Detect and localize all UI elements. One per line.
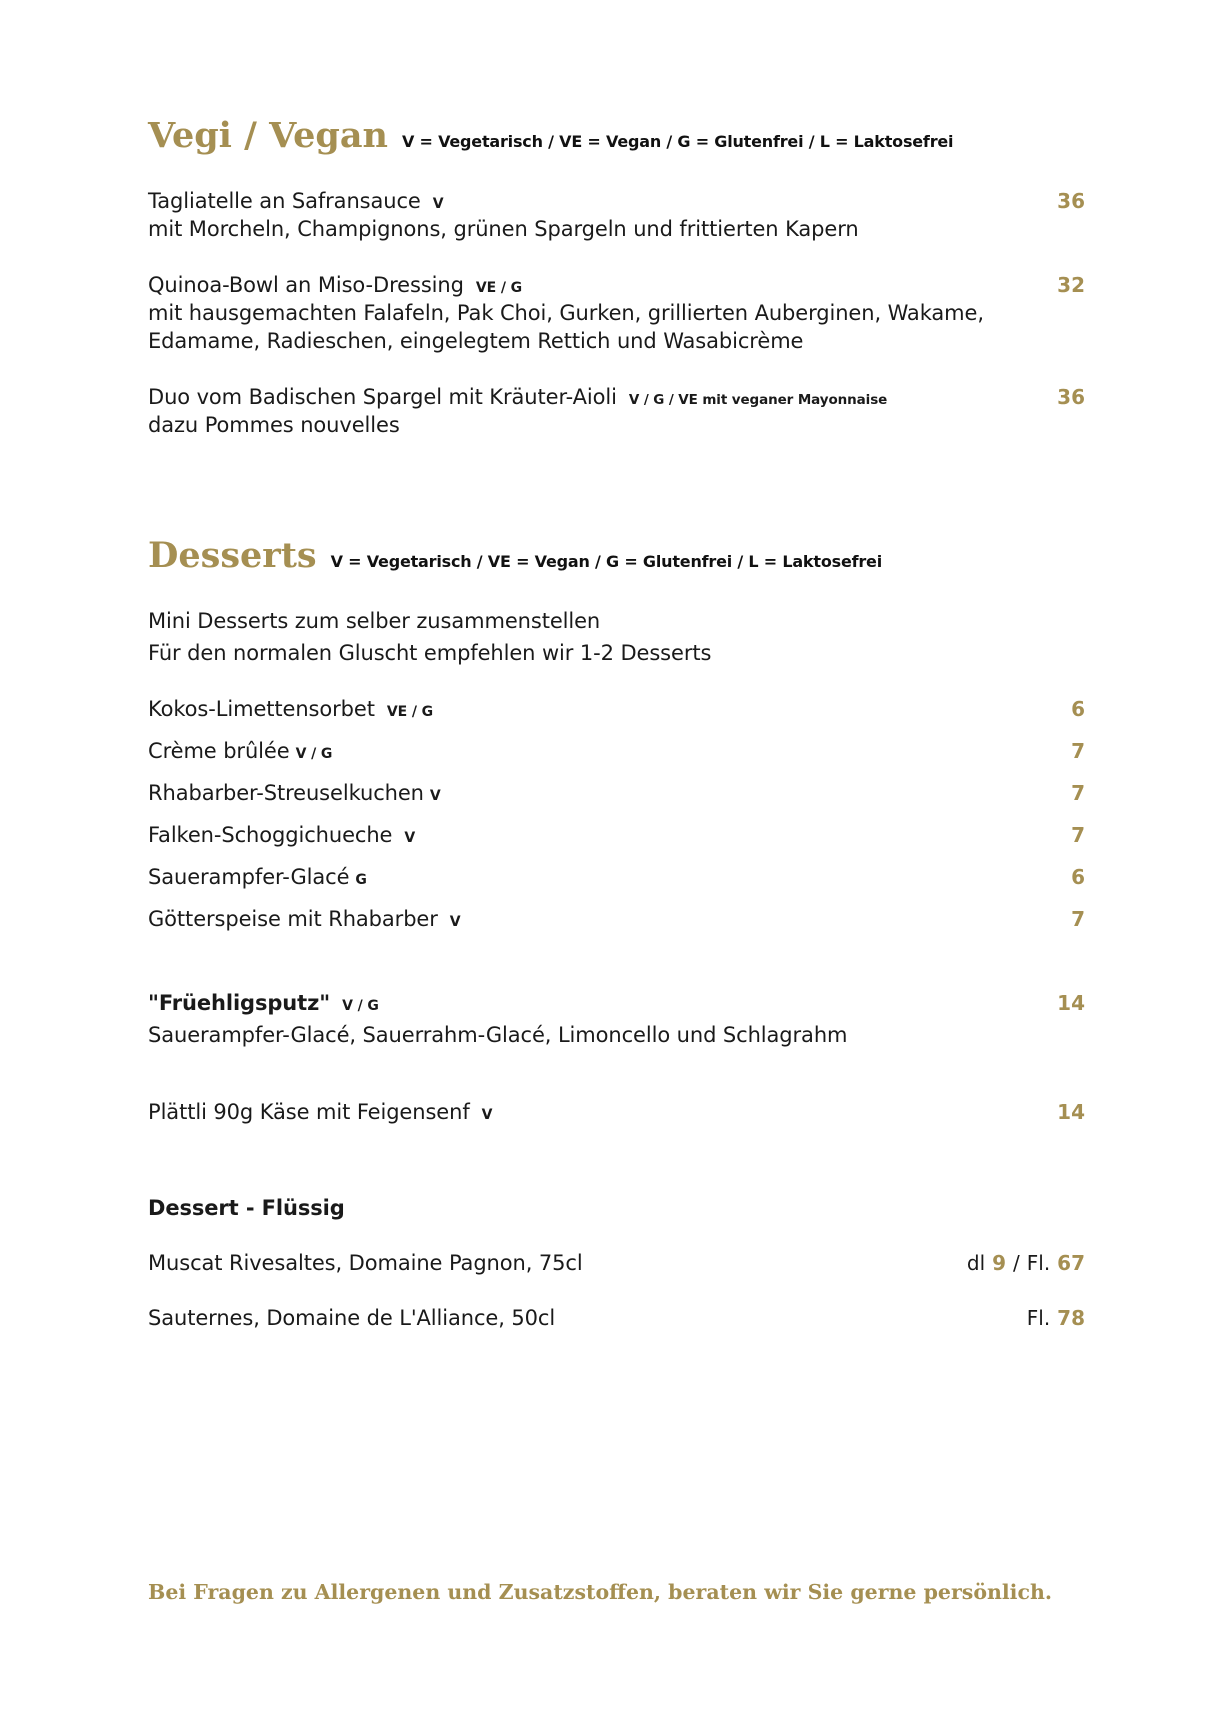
liquid-title: Dessert - Flüssig: [148, 1196, 345, 1220]
dessert-item: [148, 737, 332, 768]
item-title: Rhabarber-Streuselkuchen: [148, 781, 424, 805]
desserts-title: Desserts: [148, 535, 317, 576]
diet-tag: V: [481, 1107, 493, 1123]
special-price: 14: [1057, 991, 1085, 1015]
diet-tag: V / G / VE mit veganer Mayonnaise: [628, 392, 888, 408]
wine-price: [1027, 1304, 1085, 1332]
desserts-intro: Für den normalen Gluscht empfehlen wir 1-2 Desserts: [148, 641, 712, 665]
wine-item: Sauternes, Domaine de L'Alliance, 50cl: [148, 1306, 556, 1330]
vegi-section-title: [148, 115, 953, 156]
wine-price: [967, 1249, 1085, 1277]
dessert-price: 7: [1071, 739, 1085, 763]
diet-tag: V: [432, 196, 444, 212]
diet-tag: V: [449, 914, 461, 930]
menu-item-name: [148, 383, 887, 414]
menu-item-desc: mit hausgemachten Falafeln, Pak Choi, Gurken, grillierten Auberginen, Wakame,: [148, 301, 984, 325]
item-title: Quinoa-Bowl an Miso-Dressing: [148, 273, 464, 297]
diet-tag: V: [404, 830, 416, 846]
menu-item-price: 36: [1057, 385, 1085, 409]
item-title: Crème brûlée: [148, 739, 290, 763]
diet-tag: V / G: [342, 998, 379, 1014]
item-title: "Früehligsputz": [148, 991, 331, 1015]
price-value: 78: [1057, 1306, 1085, 1330]
cheese-item: [148, 1098, 492, 1129]
price-value: 9: [992, 1251, 1007, 1275]
menu-item-price: 32: [1057, 273, 1085, 297]
unit-label: dl: [966, 1251, 986, 1275]
diet-tag: G: [355, 872, 367, 888]
price-value: 67: [1057, 1251, 1085, 1275]
item-title: Tagliatelle an Safransauce: [148, 189, 421, 213]
dessert-price: 6: [1071, 697, 1085, 721]
dessert-price: 7: [1071, 907, 1085, 931]
menu-item-desc: dazu Pommes nouvelles: [148, 413, 400, 437]
unit-label: Fl.: [1026, 1251, 1051, 1275]
dessert-price: 7: [1071, 781, 1085, 805]
item-title: Kokos-Limettensorbet: [148, 697, 375, 721]
unit-label: Fl.: [1026, 1306, 1051, 1330]
item-title: Duo vom Badischen Spargel mit Kräuter-Aioli: [148, 385, 617, 409]
dessert-item: [148, 779, 441, 810]
desserts-legend: V = Vegetarisch / VE = Vegan / G = Glutenfrei / L = Laktosefrei: [330, 552, 882, 571]
item-title: Sauerampfer-Glacé: [148, 865, 350, 889]
special-item: [148, 989, 379, 1020]
diet-tag: V / G: [295, 746, 333, 762]
desserts-section-title: [148, 535, 882, 576]
diet-tag: VE / G: [386, 704, 434, 720]
menu-item-name: [148, 271, 522, 302]
dessert-item: [148, 821, 415, 852]
special-desc: Sauerampfer-Glacé, Sauerrahm-Glacé, Limoncello und Schlagrahm: [148, 1023, 848, 1047]
vegi-legend: V = Vegetarisch / VE = Vegan / G = Glutenfrei / L = Laktosefrei: [401, 132, 954, 151]
item-title: Plättli 90g Käse mit Feigensenf: [148, 1100, 470, 1124]
dessert-item: [148, 905, 461, 936]
dessert-price: 6: [1071, 865, 1085, 889]
dessert-price: 7: [1071, 823, 1085, 847]
menu-item-name: [148, 187, 444, 218]
allergen-note: Bei Fragen zu Allergenen und Zusatzstoffen, beraten wir Sie gerne persönlich.: [148, 1580, 1052, 1604]
menu-item-price: 36: [1057, 189, 1085, 213]
menu-item-desc: Edamame, Radieschen, eingelegtem Rettich und Wasabicrème: [148, 329, 804, 353]
menu-item-desc: mit Morcheln, Champignons, grünen Spargeln und frittierten Kapern: [148, 217, 859, 241]
dessert-item: [148, 863, 367, 894]
separator: /: [1013, 1251, 1020, 1275]
item-title: Falken-Schoggichueche: [148, 823, 393, 847]
dessert-item: [148, 695, 433, 726]
wine-item: Muscat Rivesaltes, Domaine Pagnon, 75cl: [148, 1251, 583, 1275]
diet-tag: VE / G: [475, 280, 523, 296]
item-title: Götterspeise mit Rhabarber: [148, 907, 438, 931]
vegi-title: Vegi / Vegan: [148, 115, 388, 156]
diet-tag: V: [429, 788, 441, 804]
cheese-price: 14: [1057, 1100, 1085, 1124]
desserts-intro: Mini Desserts zum selber zusammenstellen: [148, 609, 601, 633]
